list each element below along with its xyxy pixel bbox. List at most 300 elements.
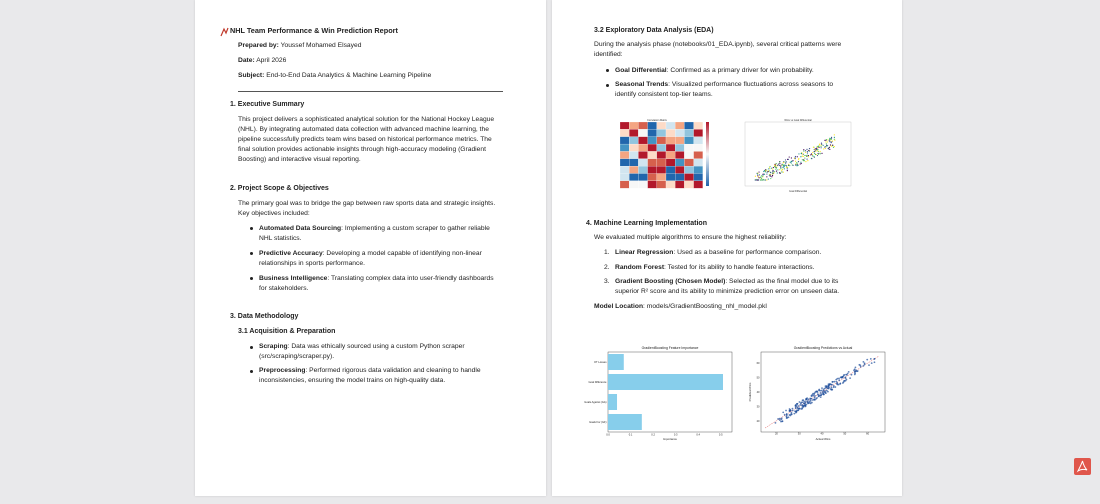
scatter-point — [807, 160, 808, 161]
scatter-point — [775, 169, 776, 170]
scatter-point — [825, 141, 826, 142]
scatter-point — [795, 156, 796, 157]
scatter-point — [791, 161, 792, 162]
scatter-point — [808, 155, 809, 156]
prediction-point — [793, 413, 795, 415]
prediction-point — [820, 392, 822, 394]
importance-bar — [608, 374, 723, 390]
scatter-point — [791, 157, 792, 158]
scatter-point — [795, 161, 796, 162]
scatter-point — [769, 167, 770, 168]
prediction-point — [838, 378, 840, 380]
prediction-point — [834, 381, 836, 383]
prediction-point — [859, 364, 861, 366]
heatmap-cell — [666, 144, 675, 151]
heatmap-cells — [620, 122, 703, 188]
heatmap-cell — [638, 166, 647, 173]
heatmap-cell — [629, 174, 638, 181]
scatter-point — [792, 165, 793, 166]
heatmap-cell — [629, 151, 638, 158]
numbered-item: Linear Regression: Used as a baseline for performance comparison. — [615, 249, 822, 256]
importance-category-label: OT Losses — [594, 361, 607, 364]
scatter-point — [805, 150, 806, 151]
scatter-point — [805, 161, 806, 162]
scatter-point — [802, 153, 803, 154]
scatter-point — [776, 163, 777, 164]
prediction-point — [798, 405, 800, 407]
scatter-point — [770, 172, 771, 173]
prediction-point — [847, 373, 849, 375]
importance-category-label: Goal Difference — [588, 381, 607, 384]
s32-intro-line: During the analysis phase (notebooks/01_EDA.ipynb), several critical patterns were — [594, 41, 842, 48]
scatter-point — [768, 178, 769, 179]
importance-category-label: Goals For (GF) — [589, 421, 607, 424]
list-item: Scraping: Data was ethically sourced using a custom Python scraper — [259, 343, 465, 350]
scatter-point — [774, 164, 775, 165]
bullet-dot — [250, 252, 253, 255]
prediction-point — [805, 404, 807, 406]
prediction-point — [801, 408, 803, 410]
report-title: NHL Team Performance & Win Prediction Report — [230, 26, 398, 35]
scatter-point — [812, 152, 813, 153]
scatter-point — [805, 152, 806, 153]
scatter-point — [820, 153, 821, 154]
section-4-heading: 4. Machine Learning Implementation — [586, 220, 707, 227]
section-3-1-heading: 3.1 Acquisition & Preparation — [238, 328, 336, 335]
heatmap-cell — [694, 159, 703, 166]
scatter-point — [829, 147, 830, 148]
scatter-xlabel: Goal Differential — [789, 190, 807, 193]
scatter-point — [821, 144, 822, 145]
heatmap-cell — [648, 137, 657, 144]
scatter-point — [796, 165, 797, 166]
prediction-point — [826, 390, 828, 392]
importance-bar — [608, 354, 624, 370]
scatter-point — [763, 179, 764, 180]
scatter-point — [817, 155, 818, 156]
scatter-point — [774, 166, 775, 167]
numbered-item: Random Forest: Tested for its ability to handle feature interactions. — [615, 264, 815, 271]
scatter-point — [772, 175, 773, 176]
scatter-point — [782, 167, 783, 168]
scatter-point — [807, 155, 808, 156]
prediction-point — [821, 390, 823, 392]
scatter-point — [826, 139, 827, 140]
heatmap-cell — [684, 159, 693, 166]
list-item: Predictive Accuracy: Developing a model capable of identifying non-linear — [259, 250, 482, 257]
heatmap-cell — [648, 166, 657, 173]
scatter-point — [777, 169, 778, 170]
heatmap-cell — [638, 137, 647, 144]
heatmap-cell — [638, 144, 647, 151]
scatter-point — [829, 141, 830, 142]
scatter-point — [818, 147, 819, 148]
heatmap-cell — [684, 144, 693, 151]
scatter-point — [777, 165, 778, 166]
prediction-point — [851, 374, 853, 376]
scatter-point — [761, 178, 762, 179]
document-page-1 — [195, 0, 546, 496]
scatter-point — [790, 162, 791, 163]
heatmap-cell — [620, 181, 629, 188]
scatter-point — [824, 140, 825, 141]
report-date: Date: April 2026 — [238, 57, 287, 64]
bullet-dot — [606, 69, 609, 72]
scatter-point — [777, 172, 778, 173]
prediction-point — [857, 370, 859, 372]
prediction-point — [785, 410, 787, 412]
prediction-point — [826, 387, 828, 389]
prediction-point — [855, 366, 857, 368]
importance-category-label: Goals Against (GA) — [584, 401, 607, 404]
scatter-point — [800, 162, 801, 163]
list-item-cont: relationships in sports performance. — [259, 260, 365, 267]
scatter-point — [760, 177, 761, 178]
prediction-point — [830, 386, 832, 388]
scatter-point — [803, 160, 804, 161]
scatter-point — [792, 160, 793, 161]
heatmap-cell — [657, 181, 666, 188]
scatter-point — [820, 151, 821, 152]
heatmap-cell — [694, 151, 703, 158]
scatter-point — [825, 148, 826, 149]
prediction-point — [779, 418, 781, 420]
prediction-point — [781, 417, 783, 419]
scatter-point — [766, 179, 767, 180]
scatter-point — [795, 157, 796, 158]
prediction-point — [805, 398, 807, 400]
prediction-point — [799, 401, 801, 403]
heatmap-cell — [675, 144, 684, 151]
prediction-point — [832, 381, 834, 383]
scatter-point — [797, 156, 798, 157]
pred-xtick-label: 30 — [797, 432, 801, 436]
prediction-point — [811, 402, 813, 404]
heatmap-cell — [620, 129, 629, 136]
heatmap-cell — [638, 129, 647, 136]
prediction-point — [862, 365, 864, 367]
prediction-point — [849, 377, 851, 379]
prediction-point — [864, 364, 866, 366]
scatter-point — [795, 163, 796, 164]
prediction-point — [782, 411, 784, 413]
prediction-point — [874, 361, 876, 363]
scatter-point — [813, 156, 814, 157]
scatter-point — [831, 137, 832, 138]
scatter-point — [823, 148, 824, 149]
prediction-point — [833, 386, 835, 388]
prediction-point — [862, 361, 864, 363]
scatter-point — [768, 168, 769, 169]
scatter-point — [757, 173, 758, 174]
scatter-point — [782, 169, 783, 170]
scatter-point — [766, 173, 767, 174]
heatmap-cell — [684, 181, 693, 188]
scatter-point — [772, 168, 773, 169]
importance-bar — [608, 394, 617, 410]
heatmap-cell — [684, 151, 693, 158]
prediction-point — [866, 359, 868, 361]
heatmap-cell — [629, 137, 638, 144]
heatmap-cell — [638, 174, 647, 181]
s1-line: (NHL). By integrating automated data collection with advanced machine learning, the — [238, 126, 489, 133]
scatter-point — [809, 148, 810, 149]
predictions-vs-actual-chart — [747, 344, 887, 442]
prediction-point — [789, 414, 791, 416]
prediction-point — [775, 422, 777, 424]
importance-tick-label: 0.3 — [673, 433, 678, 437]
scatter-point — [834, 139, 835, 140]
scatter-point — [818, 146, 819, 147]
scatter-point — [758, 177, 759, 178]
scatter-point — [786, 161, 787, 162]
section-1-heading: 1. Executive Summary — [230, 101, 305, 108]
scatter-point — [834, 134, 835, 135]
prediction-point — [813, 399, 815, 401]
importance-tick-label: 0.0 — [606, 433, 610, 437]
heatmap-cell — [684, 129, 693, 136]
scatter-point — [780, 168, 781, 169]
heatmap-cell — [675, 181, 684, 188]
s2-intro-line: The primary goal was to bridge the gap between raw sports data and strategic insights. — [238, 200, 496, 207]
heatmap-cell — [675, 151, 684, 158]
numbered-item: Gradient Boosting (Chosen Model): Selected as the final model due to its — [615, 278, 839, 285]
scatter-point — [789, 165, 790, 166]
prediction-point — [795, 407, 797, 409]
prediction-point — [828, 386, 830, 388]
prediction-point — [829, 384, 831, 386]
scatter-point — [784, 166, 785, 167]
s2-intro-line: Key objectives included: — [238, 210, 310, 217]
prediction-point — [800, 402, 802, 404]
prediction-point — [812, 393, 814, 395]
prediction-point — [795, 404, 797, 406]
s32-intro-line: identified: — [594, 51, 623, 58]
prediction-point — [777, 418, 779, 420]
prediction-point — [874, 358, 876, 360]
heatmap-cell — [629, 166, 638, 173]
scatter-point — [770, 176, 771, 177]
scatter-point — [783, 162, 784, 163]
scatter-point — [814, 153, 815, 154]
heatmap-cell — [657, 122, 666, 129]
heatmap-cell — [620, 166, 629, 173]
scatter-point — [800, 163, 801, 164]
heatmap-cell — [648, 129, 657, 136]
importance-tick-label: 0.4 — [696, 433, 700, 437]
heatmap-cell — [638, 122, 647, 129]
prediction-point — [804, 402, 806, 404]
prediction-point — [843, 374, 845, 376]
scatter-point — [807, 151, 808, 152]
list-item: Business Intelligence: Translating complex data into user-friendly dashboards — [259, 275, 494, 282]
scatter-point — [820, 146, 821, 147]
scatter-point — [818, 154, 819, 155]
prediction-point — [841, 377, 843, 379]
scatter-point — [825, 146, 826, 147]
pred-ylabel: Predicted Wins — [748, 382, 752, 402]
heatmap-cell — [666, 129, 675, 136]
scatter-point — [821, 147, 822, 148]
list-item: Automated Data Sourcing: Implementing a custom scraper to gather reliable — [259, 225, 490, 232]
scatter-point — [821, 142, 822, 143]
scatter-point — [814, 149, 815, 150]
prediction-point — [839, 383, 841, 385]
scatter-point — [816, 154, 817, 155]
scatter-point — [829, 149, 830, 150]
scatter-point — [756, 179, 757, 180]
scatter-point — [808, 150, 809, 151]
prediction-point — [844, 380, 846, 382]
list-item-cont: inconsistencies, ensuring the model trains on high-quality data. — [259, 377, 446, 384]
scatter-point — [765, 171, 766, 172]
scatter-point — [806, 158, 807, 159]
prediction-point — [831, 384, 833, 386]
prediction-point — [814, 397, 816, 399]
heatmap-title: Correlation Matrix — [647, 119, 667, 122]
scatter-point — [771, 176, 772, 177]
scatter-point — [789, 156, 790, 157]
scatter-point — [781, 171, 782, 172]
importance-bar — [608, 414, 642, 430]
scatter-point — [812, 155, 813, 156]
prediction-point — [871, 362, 873, 364]
bullet-dot — [606, 84, 609, 87]
heatmap-cell — [638, 151, 647, 158]
scatter-point — [766, 169, 767, 170]
prediction-point — [818, 395, 820, 397]
prediction-point — [835, 379, 837, 381]
heatmap-cell — [694, 129, 703, 136]
heatmap-cell — [694, 137, 703, 144]
heatmap-cell — [648, 159, 657, 166]
scatter-point — [817, 146, 818, 147]
pred-ytick-label: 40 — [756, 391, 760, 394]
heatmap-cell — [638, 181, 647, 188]
scatter-point — [764, 170, 765, 171]
heatmap-cell — [675, 159, 684, 166]
prediction-point — [809, 402, 811, 404]
section-2-heading: 2. Project Scope & Objectives — [230, 185, 329, 192]
pred-xtick-label: 40 — [820, 432, 824, 436]
list-item-cont: identify consistent top-tier teams. — [615, 91, 713, 98]
scatter-point — [821, 153, 822, 154]
heatmap-cell — [666, 174, 675, 181]
scatter-point — [781, 170, 782, 171]
scatter-point — [803, 149, 804, 150]
scatter-point — [758, 179, 759, 180]
section-3-heading: 3. Data Methodology — [230, 313, 299, 320]
scatter-point — [814, 151, 815, 152]
feature-importance-xlabel: Importance — [663, 437, 677, 441]
prediction-point — [830, 389, 832, 391]
heatmap-cell — [657, 137, 666, 144]
scatter-point — [761, 179, 762, 180]
scatter-point — [778, 163, 779, 164]
prediction-point — [791, 412, 793, 414]
scatter-point — [823, 145, 824, 146]
scatter-point — [808, 156, 809, 157]
divider — [238, 91, 503, 92]
heatmap-cell — [629, 181, 638, 188]
prediction-point — [789, 410, 791, 412]
heatmap-cell — [620, 151, 629, 158]
scatter-point — [831, 145, 832, 146]
list-item: Goal Differential: Confirmed as a primary driver for win probability. — [615, 67, 814, 74]
prediction-point — [796, 409, 798, 411]
pdf-app-icon[interactable] — [1074, 458, 1091, 475]
correlation-heatmap-figure — [602, 116, 717, 202]
prediction-point — [818, 389, 820, 391]
scatter-point — [779, 162, 780, 163]
scatter-point — [757, 179, 758, 180]
s1-line: pipeline successfully predicts team wins based on historical performance metrics. The — [238, 136, 492, 143]
scatter-point — [761, 175, 762, 176]
prediction-point — [834, 386, 836, 388]
heatmap-cell — [675, 137, 684, 144]
scatter-point — [798, 159, 799, 160]
bullet-dot — [250, 277, 253, 280]
list-item: Seasonal Trends: Visualized performance fluctuations across seasons to — [615, 81, 834, 88]
prediction-point — [790, 413, 792, 415]
numbered-item-cont: superior R² score and its ability to minimize prediction error on unseen data. — [615, 288, 840, 295]
heatmap-cell — [675, 122, 684, 129]
scatter-point — [832, 144, 833, 145]
list-number: 2. — [604, 264, 610, 271]
bullet-dot — [250, 346, 253, 349]
scatter-point — [769, 166, 770, 167]
prediction-point — [801, 404, 803, 406]
scatter-point — [776, 171, 777, 172]
heatmap-cell — [620, 144, 629, 151]
heatmap-cell — [666, 181, 675, 188]
prediction-point — [784, 414, 786, 416]
pred-xtick-label: 50 — [843, 432, 847, 436]
scatter-point — [804, 157, 805, 158]
prediction-point — [845, 374, 847, 376]
heatmap-cell — [684, 137, 693, 144]
scatter-point — [800, 156, 801, 157]
heatmap-cell — [620, 174, 629, 181]
scatter-point — [791, 162, 792, 163]
scatter-point — [813, 147, 814, 148]
scatter-point — [798, 153, 799, 154]
scatter-point — [832, 141, 833, 142]
scatter-point — [779, 172, 780, 173]
heatmap-cell — [657, 159, 666, 166]
pred-ytick-label: 60 — [756, 362, 760, 366]
heatmap-cell — [675, 166, 684, 173]
scatter-point — [824, 146, 825, 147]
heatmap-cell — [684, 166, 693, 173]
scatter-point — [765, 179, 766, 180]
scatter-point — [779, 163, 780, 164]
scatter-point — [788, 159, 789, 160]
heatmap-cell — [620, 159, 629, 166]
scatter-point — [815, 151, 816, 152]
report-logo-icon — [220, 27, 229, 37]
scatter-point — [827, 141, 828, 142]
scatter-point — [802, 156, 803, 157]
scatter-point — [803, 150, 804, 151]
heatmap-cell — [666, 137, 675, 144]
heatmap-cell — [648, 122, 657, 129]
scatter-point — [802, 159, 803, 160]
scatter-point — [786, 167, 787, 168]
heatmap-cell — [684, 122, 693, 129]
prediction-point — [810, 400, 812, 402]
prediction-point — [820, 396, 822, 398]
